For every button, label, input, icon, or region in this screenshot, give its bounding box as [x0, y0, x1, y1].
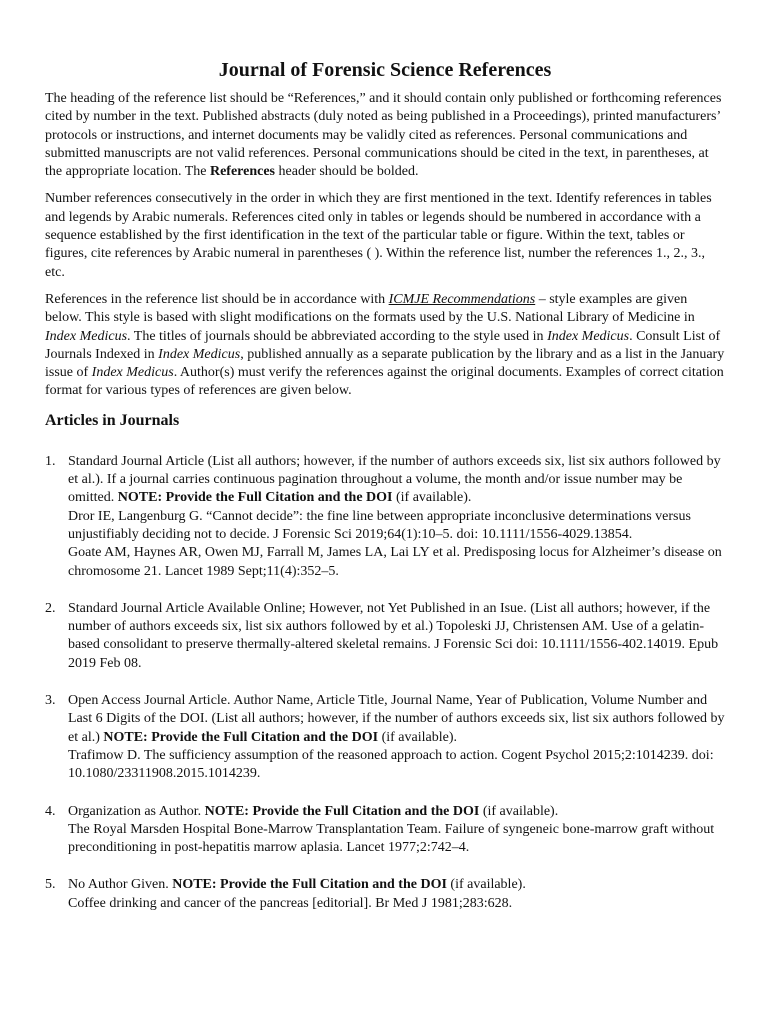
- index-medicus-1: Index Medicus: [45, 328, 128, 344]
- section-heading-articles: Articles in Journals: [45, 411, 180, 429]
- page-title: Journal of Forensic Science References: [218, 59, 552, 81]
- reference-number: 5.: [45, 877, 56, 893]
- reference-example: The Royal Marsden Hospital Bone-Marrow Transplantation Team. Failure of syngeneic bone-marrow graft without preconditioning in post-hepatitis marrow aplasia. Lancet 1977;2:742–4.: [68, 821, 715, 856]
- reference-number: 2.: [45, 600, 56, 616]
- reference-list: [45, 453, 725, 913]
- reference-item-4: [45, 803, 725, 858]
- reference-description: Standard Journal Article (List all authors; however, if the number of authors exceeds six, list six authors followed by et al.). If a journal carries continuous pagination throughout a volume, the month and/or issue number may be omitted.: [68, 453, 721, 506]
- note-bold: NOTE: Provide the Full Citation and the DOI: [117, 490, 393, 506]
- reference-example: Trafimow D. The sufficiency assumption of the reasoned approach to action. Cogent Psychol 2015;2:1014239. doi: 10.1080/23311908.2015.1014239.: [68, 747, 714, 782]
- intro-paragraph-2: Number references consecutively in the order in which they are first mentioned in the text. Identify references in tables and legends by Arabic numerals. References cited only in tables or legends should be numbered in accordance with a sequence established by the first identification in the text of the particular table or figure. Within the text, tables or figures, cite references by Arabic numeral in parentheses ( ). Within the reference list, number the references 1., 2., 3., etc.: [45, 191, 712, 280]
- intro-3-text-f: . Author(s) must verify the references against the original documents. Examples of correct citation format for various types of references are given below.: [45, 365, 724, 399]
- reference-example: Goate AM, Haynes AR, Owen MJ, Farrall M, James LA, Lai LY et al. Predisposing locus for Alzheimer’s disease on chromosome 21. Lancet 1989 Sept;11(4):352–5.: [68, 545, 722, 579]
- reference-number: 4.: [45, 803, 56, 819]
- index-medicus-4: Index Medicus: [91, 365, 174, 381]
- reference-item-5: [45, 876, 725, 913]
- reference-description: Open Access Journal Article. Author Name, Article Title, Journal Name, Year of Publication, Volume Number and Last 6 Digits of the DOI. (List all authors; however, if the number of authors exceeds six, list six authors followed by et al.): [68, 693, 725, 745]
- if-available: (if available).: [378, 729, 457, 745]
- intro-3-text-b: – style examples are given below. This style is based with slight modifications on the formats used by the U.S. National Library of Medicine in: [45, 291, 695, 326]
- document-page: [45, 58, 725, 913]
- icmje-link[interactable]: ICMJE Recommendations: [388, 291, 536, 307]
- references-bold: References: [209, 164, 276, 180]
- reference-description: Organization as Author.: [68, 803, 205, 819]
- reference-example: Coffee drinking and cancer of the pancreas [editorial]. Br Med J 1981;283:628.: [68, 895, 513, 911]
- reference-description: No Author Given.: [68, 877, 173, 893]
- intro-paragraph-1: [45, 90, 725, 181]
- intro-paragraph-3: [45, 291, 725, 401]
- intro-3-text-c: . The titles of journals should be abbreviated according to the style used in: [127, 328, 548, 344]
- intro-1-text: The heading of the reference list should be “References,” and it should contain only published or forthcoming references cited by number in the text. Published abstracts (duly noted as being published in a Proceedings), printed manufacturers’ protocols or instructions, and internet documents may be validly cited as references. Personal communications and submitted manuscripts are not valid references. Personal communications should be cited in the text, in parentheses, at the appropriate location. The: [45, 91, 722, 180]
- if-available: (if available).: [392, 490, 472, 506]
- intro-3-text-d: . Consult List of Journals Indexed in: [45, 328, 721, 362]
- reference-example: Dror IE, Langenburg G. “Cannot decide”: the fine line between appropriate inconclusive determinations versus unjustifiably deciding not to decide. J Forensic Sci 2019;64(1):10–5. doi: 10.1111/1556-4029.13854.: [68, 508, 691, 542]
- note-bold: NOTE: Provide the Full Citation and the DOI: [172, 877, 447, 893]
- intro-3-text-a: References in the reference list should be in accordance with: [45, 291, 389, 307]
- if-available: (if available).: [446, 877, 526, 893]
- index-medicus-3: Index Medicus: [158, 346, 241, 362]
- note-bold: NOTE: Provide the Full Citation and the DOI: [204, 803, 480, 819]
- reference-item-1: [45, 453, 725, 581]
- intro-1-tail: header should be bolded.: [275, 164, 419, 180]
- reference-item-3: [45, 692, 725, 783]
- reference-description: Standard Journal Article Available Online; However, not Yet Published in an Isue. (List all authors; however, if the number of authors exceeds six, list six authors followed by et al.) Topoleski JJ, Christensen AM. Use of a gelatin-based consolidant to preserve thermally-altered skeletal remains. J Forensic Sci doi: 10.1111/1556-402.14019. Epub 2019 Feb 08.: [68, 600, 719, 671]
- if-available: (if available).: [479, 803, 559, 819]
- reference-item-2: [45, 600, 725, 673]
- reference-number: 3.: [45, 693, 56, 709]
- reference-number: 1.: [45, 453, 56, 469]
- note-bold: NOTE: Provide the Full Citation and the DOI: [103, 729, 379, 745]
- intro-3-text-e: , published annually as a separate publication by the library and as a list in the January issue of: [45, 346, 725, 381]
- index-medicus-2: Index Medicus: [547, 328, 630, 344]
